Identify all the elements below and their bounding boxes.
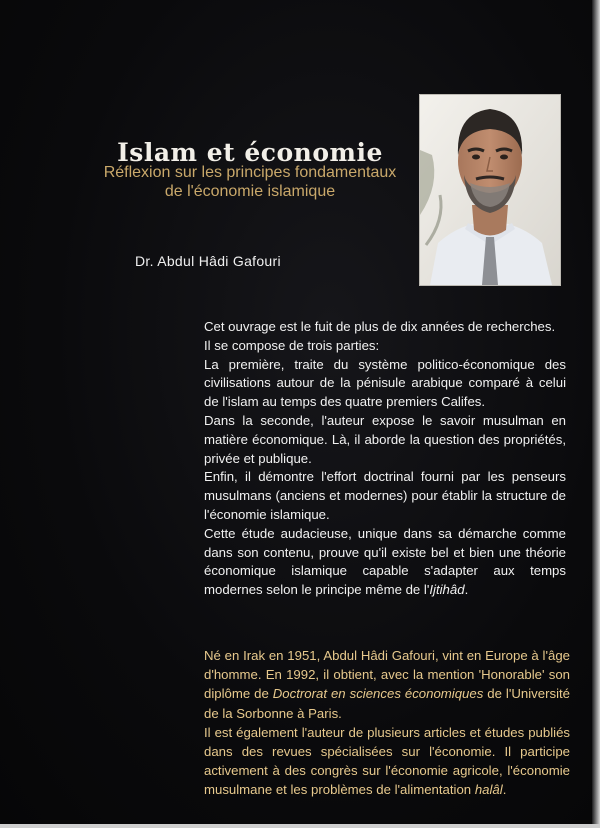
description-paragraph-1: Cet ouvrage est le fuit de plus de dix années de recherches. [204, 319, 556, 334]
page-edge-right [592, 0, 600, 828]
page-edge-bottom [0, 824, 600, 828]
description-paragraph-6 [204, 525, 566, 600]
author-name: Dr. Abdul Hâdi Gafouri [135, 253, 281, 269]
author-photo [419, 94, 561, 286]
description-paragraph-5: Enfin, il démontre l'effort doctrinal fourni par les penseurs musulmans (anciens et modernes) pour établir la structure de l'économie islamique. [204, 469, 566, 522]
bio-paragraph-1 [204, 646, 570, 723]
bio-paragraph-2-text: Il est également l'auteur de plusieurs articles et études publiés dans des revues spécialisées sur l'économie. Il participe activement à des congrès sur l'économie agricole, l'économie musulmane et les problèmes de l'alimentation [204, 724, 570, 798]
subtitle-line-1: Réflexion sur les principes fondamentaux [103, 164, 397, 181]
book-subtitle [60, 163, 440, 201]
author-biography [204, 646, 570, 800]
book-description [204, 318, 566, 600]
doctorate-title: Doctrorat en sciences économiques [272, 686, 484, 702]
author-portrait-image [420, 95, 560, 285]
subtitle-line-2: de l'économie islamique [164, 183, 336, 200]
bio-paragraph-2 [204, 723, 570, 800]
bio-paragraph-2-end: . [502, 782, 507, 798]
bio-paragraph-1-text: Né en Irak en 1951, Abdul Hâdi Gafouri, vint en Europe à l'âge d'homme. En 1992, il obtient, avec la mention 'Honorable' son diplôme de [204, 648, 570, 702]
bio-paragraph-1-end: de l'Université de la Sorbonne à Paris. [204, 686, 570, 721]
ijtihad-term: Ijtihâd [429, 582, 465, 598]
halal-term: halâl [474, 782, 503, 798]
description-paragraph-6-text: Cette étude audacieuse, unique dans sa démarche comme dans son contenu, prouve qu'il existe bel et bien une théorie économique islamique capable s'adapter aux temps modernes selon le principe même de l' [204, 525, 566, 598]
description-paragraph-6-end: . [464, 582, 469, 598]
description-paragraph-2: Il se compose de trois parties: [204, 337, 380, 353]
description-paragraph-4: Dans la seconde, l'auteur expose le savoir musulman en matière économique. Là, il aborde la question des propriétés, privée et publique. [204, 412, 566, 466]
book-title: Islam et économie [117, 138, 383, 167]
description-paragraph-3: La première, traite du système politico-économique des civilisations autour de la pénisule arabique comparé à celui de l'islam au temps des quatre premiers Califes. [204, 356, 566, 410]
